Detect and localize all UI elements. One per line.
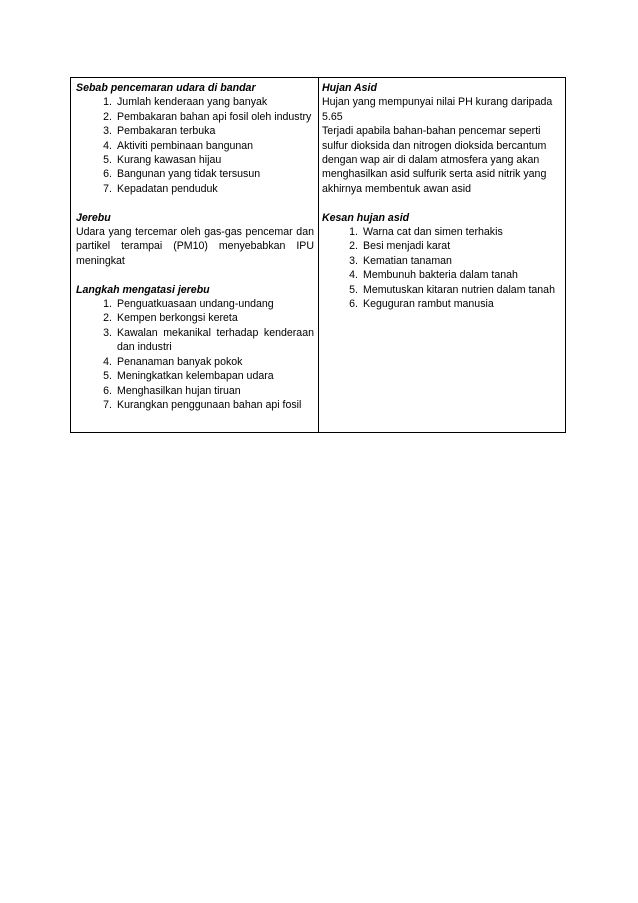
list-item: 2. Pembakaran bahan api fosil oleh industry <box>103 110 312 123</box>
list-item: 4. Membunuh bakteria dalam tanah <box>349 269 518 282</box>
list-item: 3. Kematian tanaman <box>349 254 452 267</box>
list-item: 1. Jumlah kenderaan yang banyak <box>103 96 268 109</box>
haze-heading: Jerebu <box>76 211 111 224</box>
list-item: 5. Kurang kawasan hijau <box>103 154 222 167</box>
list-item: 1. Warna cat dan simen terhakis <box>349 226 503 239</box>
haze-solutions-list <box>76 297 314 412</box>
list-item: 5. Meningkatkan kelembapan udara <box>103 370 274 383</box>
list-item: 2. Kempen berkongsi kereta <box>103 312 238 325</box>
list-item: 1. Penguatkuasaan undang-undang <box>103 298 274 311</box>
notes-table <box>70 77 566 433</box>
list-item: 7. Kurangkan penggunaan bahan api fosil <box>103 398 302 411</box>
air-pollution-causes-heading: Sebab pencemaran udara di bandar <box>76 82 256 94</box>
list-item: 5. Memutuskan kitaran nutrien dalam tanah <box>349 283 555 296</box>
list-item: 2. Besi menjadi karat <box>349 240 451 253</box>
acid-rain-definition: Hujan yang mempunyai nilai PH kurang daripada 5.65 <box>322 96 553 123</box>
haze-solutions-heading: Langkah mengatasi jerebu <box>76 283 210 296</box>
right-column <box>319 78 565 432</box>
list-item: 3. Kawalan mekanikal terhadap kenderaan dan industri <box>103 326 314 354</box>
acid-rain-effects-list <box>322 225 562 311</box>
acid-rain-heading: Hujan Asid <box>322 82 377 94</box>
left-column <box>71 78 319 432</box>
list-item: 4. Aktiviti pembinaan bangunan <box>103 139 254 152</box>
acid-rain-formation: Terjadi apabila bahan-bahan pencemar seperti sulfur dioksida dan nitrogen dioksida bercantum dengan wap air di dalam atmosfera yang akan menghasilkan asid sulfurik serta asid nitrik yang akhirnya membentuk awan asid <box>322 125 547 195</box>
list-item: 6. Menghasilkan hujan tiruan <box>103 384 241 397</box>
list-item: 6. Bangunan yang tidak tersusun <box>103 168 261 181</box>
acid-rain-effects-heading: Kesan hujan asid <box>322 211 410 224</box>
list-item: 7. Kepadatan penduduk <box>103 182 218 195</box>
list-item: 3. Pembakaran terbuka <box>103 125 216 138</box>
list-item: 4. Penanaman banyak pokok <box>103 355 243 368</box>
air-pollution-causes-list <box>76 95 314 196</box>
haze-description: Udara yang tercemar oleh gas-gas pencemar dan partikel terampai (PM10) menyebabkan IPU meningkat <box>76 226 314 267</box>
list-item: 6. Keguguran rambut manusia <box>349 298 494 311</box>
